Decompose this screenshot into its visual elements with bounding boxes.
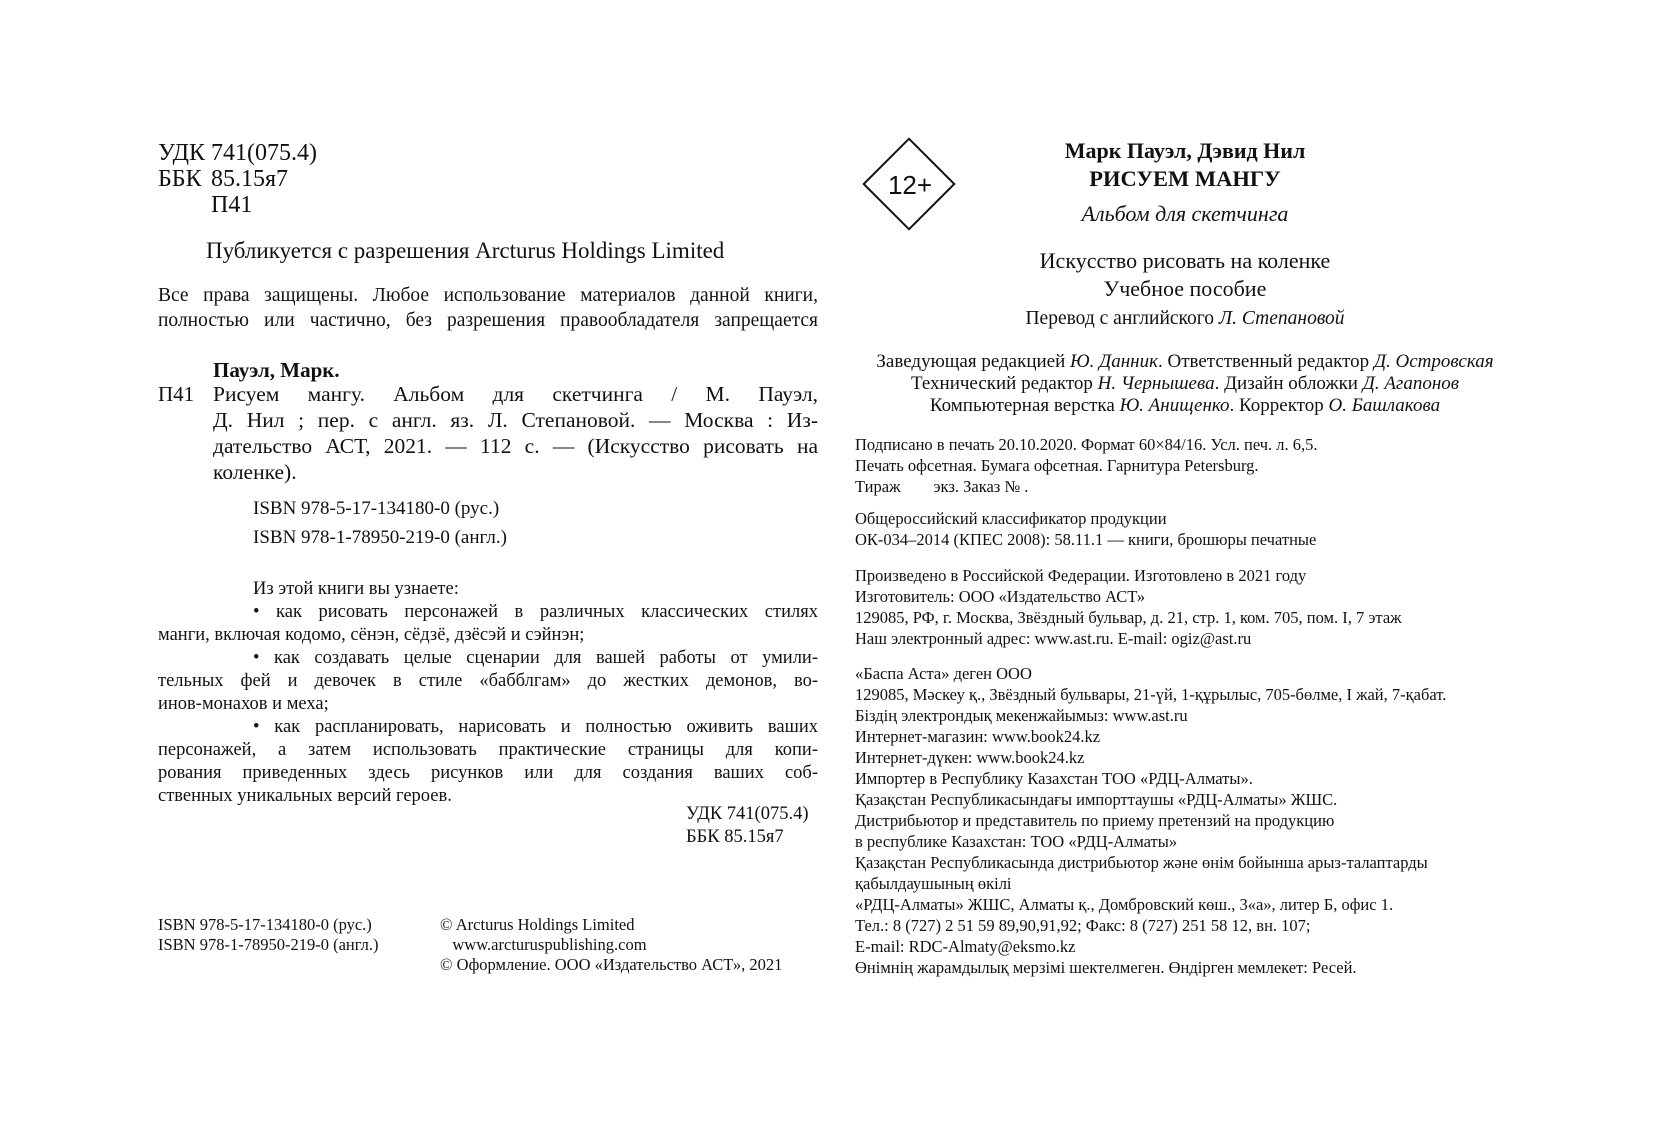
isbn-en: ISBN 978-1-78950-219-0 (англ.) [253, 527, 507, 548]
annotation-line: тельных фей и девочек в стиле «бабблгам» до жестких демонов, во- [158, 671, 818, 691]
rights-notice: Все права защищены. Любое использование материалов данной книги, полностью или частично, без разрешения правообладателя запрещается [158, 285, 818, 331]
udk-row [158, 140, 317, 166]
bbk-label: ББК [158, 166, 202, 192]
kz-info-line: «РДЦ-Алматы» ЖШС, Алматы қ., Домбровский көш., 3«а», литер Б, офис 1. [855, 895, 1394, 914]
annotation-intro: Из этой книги вы узнаете: [253, 579, 459, 599]
cover-designer-name: Д. Агапонов [1362, 373, 1460, 394]
translation-credit: Перевод с английского Л. Степановой [1025, 308, 1345, 329]
kz-info-line: E-mail: RDC-Almaty@eksmo.kz [855, 937, 1076, 956]
kazakhstan-info [855, 663, 1446, 978]
responsible-editor-name: Д. Островская [1373, 351, 1494, 372]
kz-info-line: Біздің электрондық мекенжайымыз: www.ast.ru [855, 706, 1188, 725]
tech-editor-name: Н. Чернышева [1097, 373, 1215, 394]
isbn-ru: ISBN 978-5-17-134180-0 (рус.) [253, 498, 500, 519]
annotation-line: • как распланировать, нарисовать и полностью оживить ваших [253, 717, 818, 737]
footer-isbn [158, 915, 379, 955]
annotation-line: • как рисовать персонажей в различных классических стилях [253, 602, 818, 622]
kz-info-line: Қазақстан Республикасында дистрибьютор және өнім бойынша арыз-талаптарды [855, 853, 1428, 872]
isbn-list [253, 494, 507, 552]
udk-label: УДК [158, 140, 205, 166]
proofreader-name: О. Башлакова [1328, 395, 1441, 416]
print-info: Подписано в печать 20.10.2020. Формат 60×84/16. Усл. печ. л. 6,5. Печать офсетная. Бумага офсетная. Гарнитура Petersburg. Тираж экз. Заказ № . [855, 435, 1318, 496]
annotation-line: персонажей, а затем использовать практические страницы для копи- [158, 740, 818, 760]
book-subtitle: Альбом для скетчинга [1081, 201, 1289, 226]
kz-info-line: Интернет-дүкен: www.book24.kz [855, 748, 1085, 767]
copyright-arcturus: © Arcturus Holdings Limited [440, 915, 635, 934]
series-name: Искусство рисовать на коленке [1039, 248, 1331, 273]
udk-bottom: УДК 741(075.4) [686, 804, 809, 824]
manufacturer-info: Произведено в Российской Федерации. Изготовлено в 2021 году Изготовитель: ООО «Издательство АСТ» 129085, РФ, г. Москва, Звёздный бульвар, д. 21, стр. 1, ком. 705, пом. I, 7 этаж Наш электронный адрес: www.ast.ru. E-mail: ogiz@ast.ru [855, 566, 1402, 648]
bibliographic-description: Рисуем мангу. Альбом для скетчинга / М. Пауэл, Д. Нил ; пер. с англ. яз. Л. Степановой. — Москва : Из- дательство АСТ, 2021. — 112 с. — (Искусство рисовать на коленке). [213, 382, 818, 484]
product-classifier: Общероссийский классификатор продукции ОК-034–2014 (КПЕС 2008): 58.11.1 — книги, брошюры печатные [855, 509, 1317, 549]
head-editor-name: Ю. Данник [1070, 351, 1158, 372]
author-mark-value: П41 [211, 192, 253, 218]
catalog-author: Пауэл, Марк. [213, 358, 340, 382]
bbk-row [158, 166, 317, 192]
annotation-codes [686, 803, 809, 849]
footer-copyright [440, 915, 782, 975]
book-type: Учебное пособие [1103, 276, 1267, 301]
annotation-line: рования приведенных здесь рисунков или для создания ваших соб- [158, 763, 818, 783]
kz-info-line: Тел.: 8 (727) 2 51 59 89,90,91,92; Факс: 8 (727) 251 58 12, вн. 107; [855, 916, 1311, 935]
book-authors: Марк Пауэл, Дэвид Нил [1064, 138, 1306, 163]
copyright-url: www.arcturuspublishing.com [440, 935, 647, 954]
footer-isbn-en: ISBN 978-1-78950-219-0 (англ.) [158, 935, 379, 954]
kz-info-line: Интернет-магазин: www.book24.kz [855, 727, 1101, 746]
bbk-value: 85.15я7 [211, 166, 289, 192]
annotation-line: • как создавать целые сценарии для вашей работы от умили- [253, 648, 818, 668]
staff-credits: Заведующая редакцией Ю. Данник. Ответственный редактор Д. Островская Технический редактор Н. Чернышева. Дизайн обложки Д. Агапонов Компьютерная верстка Ю. Анищенко. Корректор О. Башлакова [876, 351, 1494, 416]
layout-name: Ю. Анищенко [1119, 395, 1230, 416]
author-mark-row [158, 192, 317, 218]
classification-codes [158, 140, 317, 218]
annotation-line: ственных уникальных версий героев. [158, 786, 452, 806]
book-title: РИСУЕМ МАНГУ [1089, 166, 1281, 191]
kz-info-line: в республике Казахстан: ТОО «РДЦ-Алматы» [855, 832, 1178, 851]
kz-info-line: Дистрибьютор и представитель по приему претензий на продукцию [855, 811, 1335, 830]
footer-isbn-ru: ISBN 978-5-17-134180-0 (рус.) [158, 915, 372, 934]
kz-info-line: қабылдаушының өкілі [855, 874, 1012, 893]
translator-name: Л. Степановой [1218, 308, 1345, 329]
udk-value: 741(075.4) [211, 140, 317, 166]
kz-info-line: 129085, Мәскеу қ., Звёздный бульвары, 21-үй, 1-құрылыс, 705-бөлме, I жай, 7-қабат. [855, 685, 1447, 704]
bbk-bottom: ББК 85.15я7 [686, 827, 784, 847]
permission-notice: Публикуется с разрешения Arcturus Holdings Limited [206, 238, 725, 263]
kz-info-line: «Баспа Аста» деген ООО [855, 664, 1032, 683]
book-annotation [158, 578, 818, 808]
age-rating-text: 12+ [887, 169, 933, 200]
annotation-line: манги, включая кодомо, сёнэн, сёдзё, дзёсэй и сэйнэн; [158, 625, 585, 645]
kz-info-line: Қазақстан Республикасындағы импорттаушы «РДЦ-Алматы» ЖШС. [855, 790, 1338, 809]
catalog-number: П41 [158, 382, 195, 406]
book-series [845, 247, 1525, 303]
kz-info-line: Импортер в Республику Казахстан ТОО «РДЦ-Алматы». [855, 769, 1253, 788]
kz-info-line: Өнімнің жарамдылық мерзімі шектелмеген. Өндірген мемлекет: Ресей. [855, 958, 1357, 977]
annotation-line: инов-монахов и меха; [158, 694, 329, 714]
copyright-ast: © Оформление. ООО «Издательство АСТ», 2021 [440, 955, 783, 974]
